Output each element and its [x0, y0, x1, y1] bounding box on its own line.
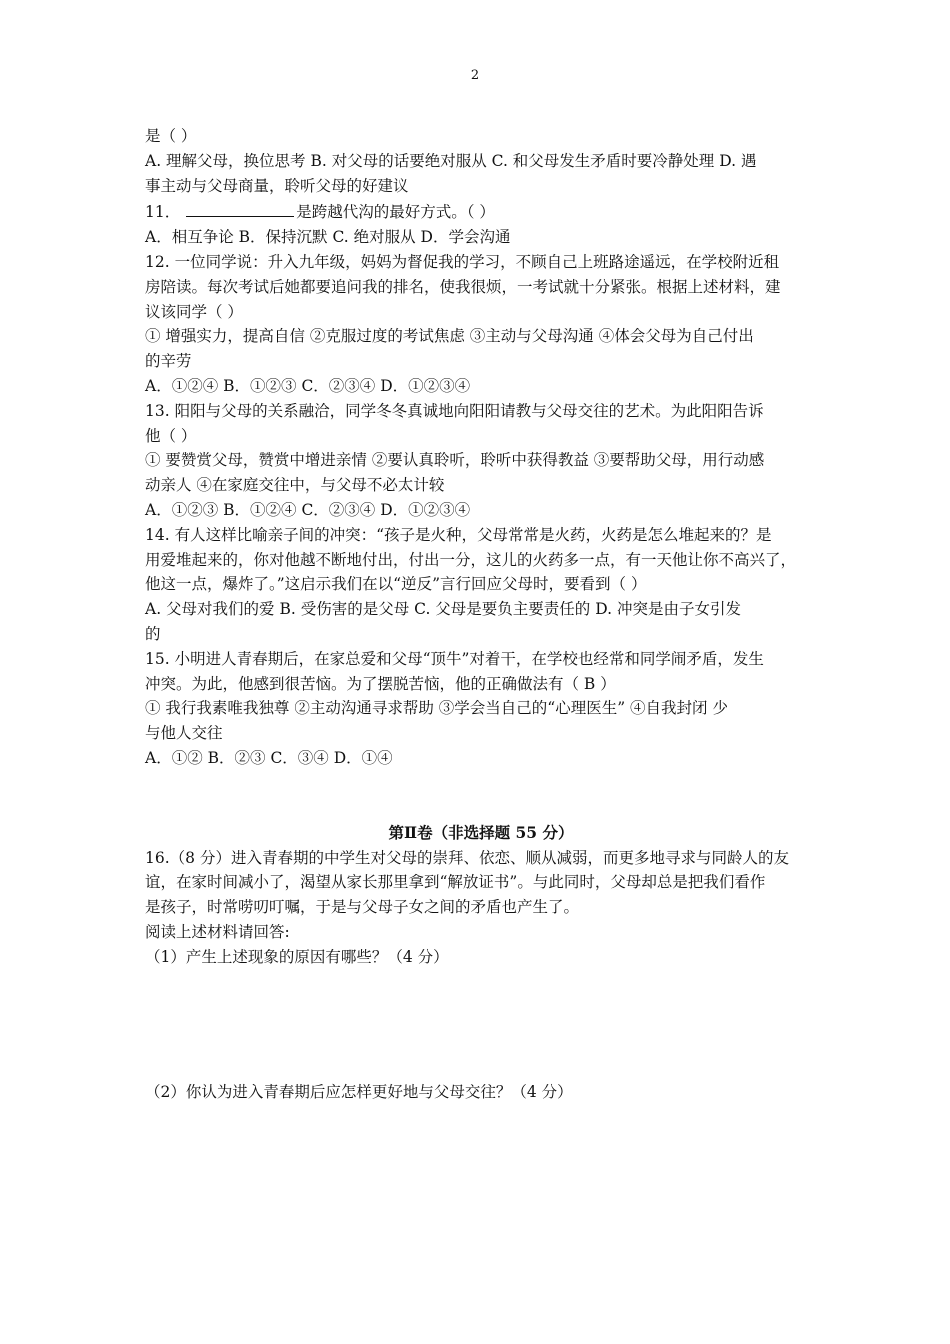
q13-stem-line2: 他（ ） [145, 426, 197, 445]
q16-stem-line3: 是孩子，时常唠叨叮嘱，于是与父母子女之间的矛盾也产生了。 [145, 898, 580, 917]
q12-options: A．①②④ B．①②③ C．②③④ D．①②③④ [145, 376, 471, 395]
q14-stem-line1: 14. 有人这样比喻亲子间的冲突：“孩子是火种，父母常常是火药，火药是怎么堆起来的？是 [145, 525, 772, 544]
section2-title: 第Ⅱ卷（非选择题 55 分） [388, 822, 574, 842]
q16-subquestion-2: （2）你认为进入青春期后应怎样更好地与父母交往？（4 分） [145, 1082, 573, 1101]
q16-answer-space-1 [145, 970, 817, 1080]
q12-items-line2: 的辛劳 [145, 352, 192, 371]
q12-stem-line3: 议该同学（ ） [145, 302, 243, 321]
q13-options: A．①②③ B．①②④ C．②③④ D．①②③④ [145, 500, 471, 519]
q15-items-line2: 与他人交往 [145, 724, 223, 743]
q11-options: A．相互争论 B．保持沉默 C. 绝对服从 D．学会沟通 [145, 228, 511, 247]
page-number: 2 [470, 68, 480, 83]
q16-stem-line1: 16.（8 分）进入青春期的中学生对父母的崇拜、依恋、顺从减弱，而更多地寻求与同龄人的友 [145, 848, 789, 867]
q15-items-line1: ① 我行我素唯我独尊 ②主动沟通寻求帮助 ③学会当自己的“心理医生” ④自我封闭 少 [145, 699, 728, 718]
q16-prompt: 阅读上述材料请回答: [145, 922, 290, 941]
q15-stem-line2: 冲突。为此，他感到很苦恼。为了摆脱苦恼，他的正确做法有（ B ） [145, 674, 616, 693]
q13-items-line1: ① 要赞赏父母，赞赏中增进亲情 ②要认真聆听，聆听中获得教益 ③要帮助父母，用行动感 [145, 451, 765, 470]
q10-tail: 是（ ） [145, 127, 197, 145]
q13-stem-line1: 13. 阳阳与父母的关系融洽，同学冬冬真诚地向阳阳请教与父母交往的艺术。为此阳阳告诉 [145, 401, 764, 420]
q15-options: A．①② B．②③ C．③④ D．①④ [145, 748, 393, 767]
q13-items-line2: 动亲人 ④在家庭交往中，与父母不必太计较 [145, 476, 445, 495]
q12-stem-line1: 12. 一位同学说：升入九年级，妈妈为督促我的学习，不顾自己上班路途遥远，在学校附近租 [145, 252, 780, 271]
q11-blank [186, 198, 294, 217]
q15-stem-line1: 15. 小明进人青春期后，在家总爱和父母“顶牛”对着干，在学校也经常和同学闹矛盾，发生 [145, 649, 764, 668]
q11-stem [145, 198, 817, 225]
q11-prefix: 11． [145, 203, 181, 222]
page-content [145, 124, 817, 1104]
q14-options-line2: 的 [145, 624, 161, 643]
q10-options-line1: A. 理解父母，换位思考 B. 对父母的话要绝对服从 C. 和父母发生矛盾时要冷静处理 D. 遇 [145, 151, 757, 170]
q12-items-line1: ① 增强实力，提高自信 ②克服过度的考试焦虑 ③主动与父母沟通 ④体会父母为自己付出 [145, 327, 754, 346]
q16-stem-line2: 谊，在家时间减小了，渴望从家长那里拿到“解放证书”。与此同时，父母却总是把我们看作 [145, 873, 766, 892]
q14-stem-line2: 用爱堆起来的，你对他越不断地付出，付出一分，这儿的火药多一点，有一天他让你不高兴了， [145, 550, 797, 569]
q12-stem-line2: 房陪读。每次考试后她都要追问我的排名，使我很烦，一考试就十分紧张。根据上述材料，建 [145, 277, 781, 296]
q14-stem-line3: 他这一点，爆炸了。”这启示我们在以“逆反”言行回应父母时，要看到（ ） [145, 575, 647, 594]
q16-subquestion-1: （1）产生上述现象的原因有哪些？（4 分） [145, 947, 449, 966]
q10-options-line2: 事主动与父母商量，聆听父母的好建议 [145, 176, 409, 195]
q11-suffix: 是跨越代沟的最好方式。（ ） [296, 203, 495, 222]
q14-options-line1: A. 父母对我们的爱 B. 受伤害的是父母 C. 父母是要负主要责任的 D. 冲突是由子女引发 [145, 600, 741, 619]
